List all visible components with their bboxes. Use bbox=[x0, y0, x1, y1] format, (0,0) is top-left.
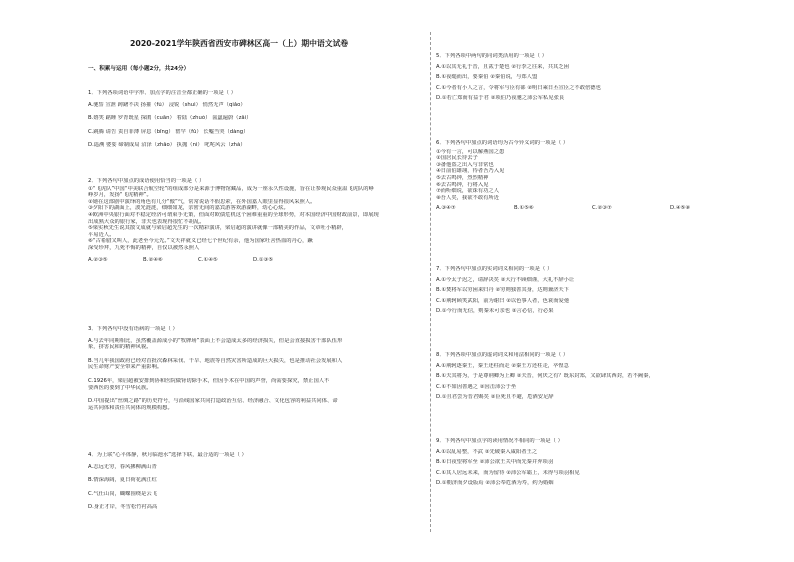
option-a: A.③④⑦ bbox=[436, 205, 456, 212]
section-heading: 一、积累与运用（每小题2分，共24分） bbox=[88, 66, 190, 72]
paragraph-line: 平易近人。 bbox=[88, 231, 115, 238]
option-d: D.④⑤⑧ bbox=[670, 205, 691, 212]
option-b: B.①夫其将为，于是尊荆卿为上卿 ②夫晋，何厌之有？既东封郑，又欲肆其西封，若不阙秦， bbox=[436, 373, 654, 380]
option-b-line: B.当几年我国政府已经对首批次森林采伐、干旱、地震等自然灾害所造成的巨大损失，也是推动社会发展和人 bbox=[88, 357, 343, 364]
option-d-line: 运共同体和责任共同体的规模构想。 bbox=[88, 404, 173, 411]
paragraph-line: 深受珍拜，九死不悔的精神，自仅以被然永照人 bbox=[88, 244, 200, 251]
question-stem: 2．下列各句中加点的成语使用恰当的一项是（ ） bbox=[88, 178, 205, 184]
list-item: ⑦而听细说，欲诛有功之人 bbox=[436, 188, 500, 195]
option-c: C.气仕山岗，蝴蝶围绕是云飞 bbox=[88, 490, 157, 497]
option-c: C.①④⑤ bbox=[198, 256, 218, 263]
option-b: B.①焚将军以穷困来归丹 ②穷则独善其身，达则兼济天下 bbox=[436, 287, 570, 294]
option-c-line: 要西医的要到了中华民族。 bbox=[88, 384, 152, 391]
option-c: C.①其人居远未来，而为留待 ②沛公军霸上，未得与项羽相见 bbox=[436, 469, 580, 476]
option-a-line: 象，挤害民和的精神风貌。 bbox=[88, 344, 152, 351]
list-item: ①今有一言，可以解燕国之患 bbox=[436, 148, 505, 155]
option-c-line: C.1926年，梁启超被安排到协和医院做肾切除手术，但因手术在中国的声誉，尚需要探究，禁止国人不 bbox=[88, 377, 330, 384]
option-c: C.①荆轲顾笑武阳，前为谢曰 ②以色事人者，色衰而爱弛 bbox=[436, 297, 570, 304]
option-c: C.跳腾 请告 责自菲薄 屏息（bīng） 罂罕（fǔ） 长嘘当哭（dàng） bbox=[88, 128, 249, 135]
question-5 bbox=[436, 53, 754, 102]
option-c: C.①不如因善遇之 ②因击沛公于坐 bbox=[436, 383, 517, 390]
question-4 bbox=[88, 452, 424, 511]
paragraph-line: 出成熟大众的银行家，非夫也表现得很忙不胡乱。 bbox=[88, 218, 205, 225]
question-1 bbox=[88, 90, 424, 149]
option-b-line: 民生命财产安全带来严重影响。 bbox=[88, 364, 163, 371]
option-a: A.①今太子迟之，请辞决矣 ②大行不顾细谨，大礼不辞小让 bbox=[436, 276, 575, 283]
question-3 bbox=[88, 326, 424, 411]
option-b: B.①⑤⑥ bbox=[514, 205, 534, 212]
question-stem: 3．下列各句中没有语病的一项是（ ） bbox=[88, 326, 178, 332]
question-2 bbox=[88, 178, 424, 263]
question-stem: 6．下列各句中加点的词语均为古今异义词的一项是（ ） bbox=[436, 140, 569, 146]
question-stem: 1．下列各项词语中字形、加点字的注音全都正确的一项是（ ） bbox=[88, 90, 237, 96]
option-d: D.遥溯 婆娑 缔制成局 沼泽（zhǎo） 执抛（nì） 叱咤风云（zhà） bbox=[88, 142, 246, 149]
option-row bbox=[436, 205, 754, 212]
option-a-line: A.与去年同期相比，虽然覆盖源成小的“牧牌场”表面上不会造成太多的经济损失，但是会直接损害干部队伍形 bbox=[88, 337, 343, 344]
option-d: D.①今行而无信，则秦未可亲也 ②言必信，行必果 bbox=[436, 308, 554, 315]
option-d: D.①朝济而夕设版焉 ②沛公奉卮酒为寿，约为婚姻 bbox=[436, 480, 554, 487]
option-b: B.①夜缒而出，要秦伯 ②秦伯说，与郑人盟 bbox=[436, 74, 538, 81]
option-a: A.②③⑤ bbox=[88, 256, 108, 263]
option-b: B.情深海阔，夏日荷花满江红 bbox=[88, 477, 157, 484]
question-stem: 9．下列各句中加点字的读用情况不相同的一项是（ ） bbox=[436, 438, 563, 444]
column-divider bbox=[430, 32, 431, 532]
option-a: A.①以乱易整，不武 ②先破秦入咸阳者王之 bbox=[436, 448, 538, 455]
list-item: ③备他盗之出入与非常也 bbox=[436, 161, 494, 168]
list-item: ⑧吾人矣，我欲不敢有所近 bbox=[436, 194, 500, 201]
paragraph-line: ④欧洲中央银行面对不稳定经济可谓束手无策，但面对欧债危机这个困难重重的全球形势，对本国经济中国财政前景，即展现 bbox=[88, 211, 379, 218]
option-a: A.志远无穷，春风拂柳满山青 bbox=[88, 463, 157, 470]
question-8 bbox=[436, 352, 754, 401]
question-stem: 4．为上联“心平体静，秋月临池水”选择下联，最合适的一项是（ ） bbox=[88, 452, 247, 458]
question-9 bbox=[436, 438, 754, 487]
paragraph-line: ③夕阳下的湖面上，波光涟涟，细细如龙，亲密无间的嘉宾游客欢游湖畔，幼心心炫。 bbox=[88, 205, 289, 212]
option-row bbox=[88, 257, 424, 264]
option-b: B.①日夜望将军至 ②沛公欲王关中而先秦并弃项羽 bbox=[436, 459, 554, 466]
option-a: A.①荆轲逐秦王，秦王还柱而走 ②秦王方还柱走，卒惶急 bbox=[436, 362, 569, 369]
option-b: B.嬉笑 踮睡 罗青既星 探鹃（cuān） 着陆（zhuó） 氤氲遍蔚（zāi） bbox=[88, 115, 252, 122]
question-stem: 7．下列各句中加点的实词词义相同的一项是（ ） bbox=[436, 266, 553, 272]
option-d: D.①③⑤ bbox=[253, 256, 274, 263]
option-a: A.①以其无礼于晋，且贰于楚也 ②行李之往来，共其乏困 bbox=[436, 63, 569, 70]
paragraph-line: ②她在这部剧中演绎的角色有几分“傲”气，常常说话不假思索，在外国嘉人眼里显得很风采照人。 bbox=[88, 198, 316, 205]
paragraph-line: ⑥“古希腊又叫人，此老至今元先。”文天祥就义已经七个世纪有余，他为国家吐舍热血的丹心，蹶 bbox=[88, 238, 313, 245]
question-stem: 8．下列各项中加点的虚词词义和用法相同的一项是（ ） bbox=[436, 352, 569, 358]
option-d-line: D.中国提出“丝绸之路”的历史符号，与沿线国家共同打造政治互信、经济融合、文化包容的利益共同体、命 bbox=[88, 398, 338, 405]
question-stem: 5．下列各项中两句的同词类活用的一项是（ ） bbox=[436, 53, 547, 59]
option-d: D.①若亡郑而有益于君 ②项伯乃夜驰之沛公军私见张良 bbox=[436, 95, 565, 102]
paragraph-line: ①“飞虎队”中国“中美联合航空轮”的组成部分是来源于博物馆藏品，成为一座永久性设施，旨在让参观民众重温飞虎队的峥 bbox=[88, 185, 374, 192]
option-c: C.①今者有小人之言，令将军与臣有郤 ②明日乘日丕宣臣之不敢倍德也 bbox=[436, 84, 601, 91]
list-item: ④日前伯雄翊，待者吾乃入见 bbox=[436, 168, 505, 175]
list-item: ⑥去古鸣钟，行将入见 bbox=[436, 181, 489, 188]
list-item: ⑤去古鸣钟，烈烈精神 bbox=[436, 174, 489, 181]
question-7 bbox=[436, 266, 754, 315]
paragraph-line: ⑤梁实秋先生说其散文成就与梁启超先生的一次精彩演讲，梁启超的演讲就像一部精美的作品，文章吐小精辟， bbox=[88, 225, 348, 232]
paragraph-line: 峥岁月，发扬“飞虎精神”。 bbox=[88, 192, 152, 199]
question-6 bbox=[436, 140, 754, 212]
option-c: C.②③⑦ bbox=[592, 205, 612, 212]
exam-title: 2020-2021学年陕西省西安市碑林区高一（上）期中语文试卷 bbox=[130, 39, 349, 48]
option-d: D.①且君尝为晋君赐矣 ②臣死且不避，卮酒安足辞 bbox=[436, 394, 554, 401]
list-item: ②国居民长待去子 bbox=[436, 155, 478, 162]
option-d: D.身正才岸，冬雪松竹衬高高 bbox=[88, 504, 158, 511]
option-a: A.驰誓 宣泄 踌躇不决 扬搉（fú） 浸锐（shuì） 悄然无声（qiǎo） bbox=[88, 101, 246, 108]
option-b: B.②④⑥ bbox=[143, 256, 163, 263]
